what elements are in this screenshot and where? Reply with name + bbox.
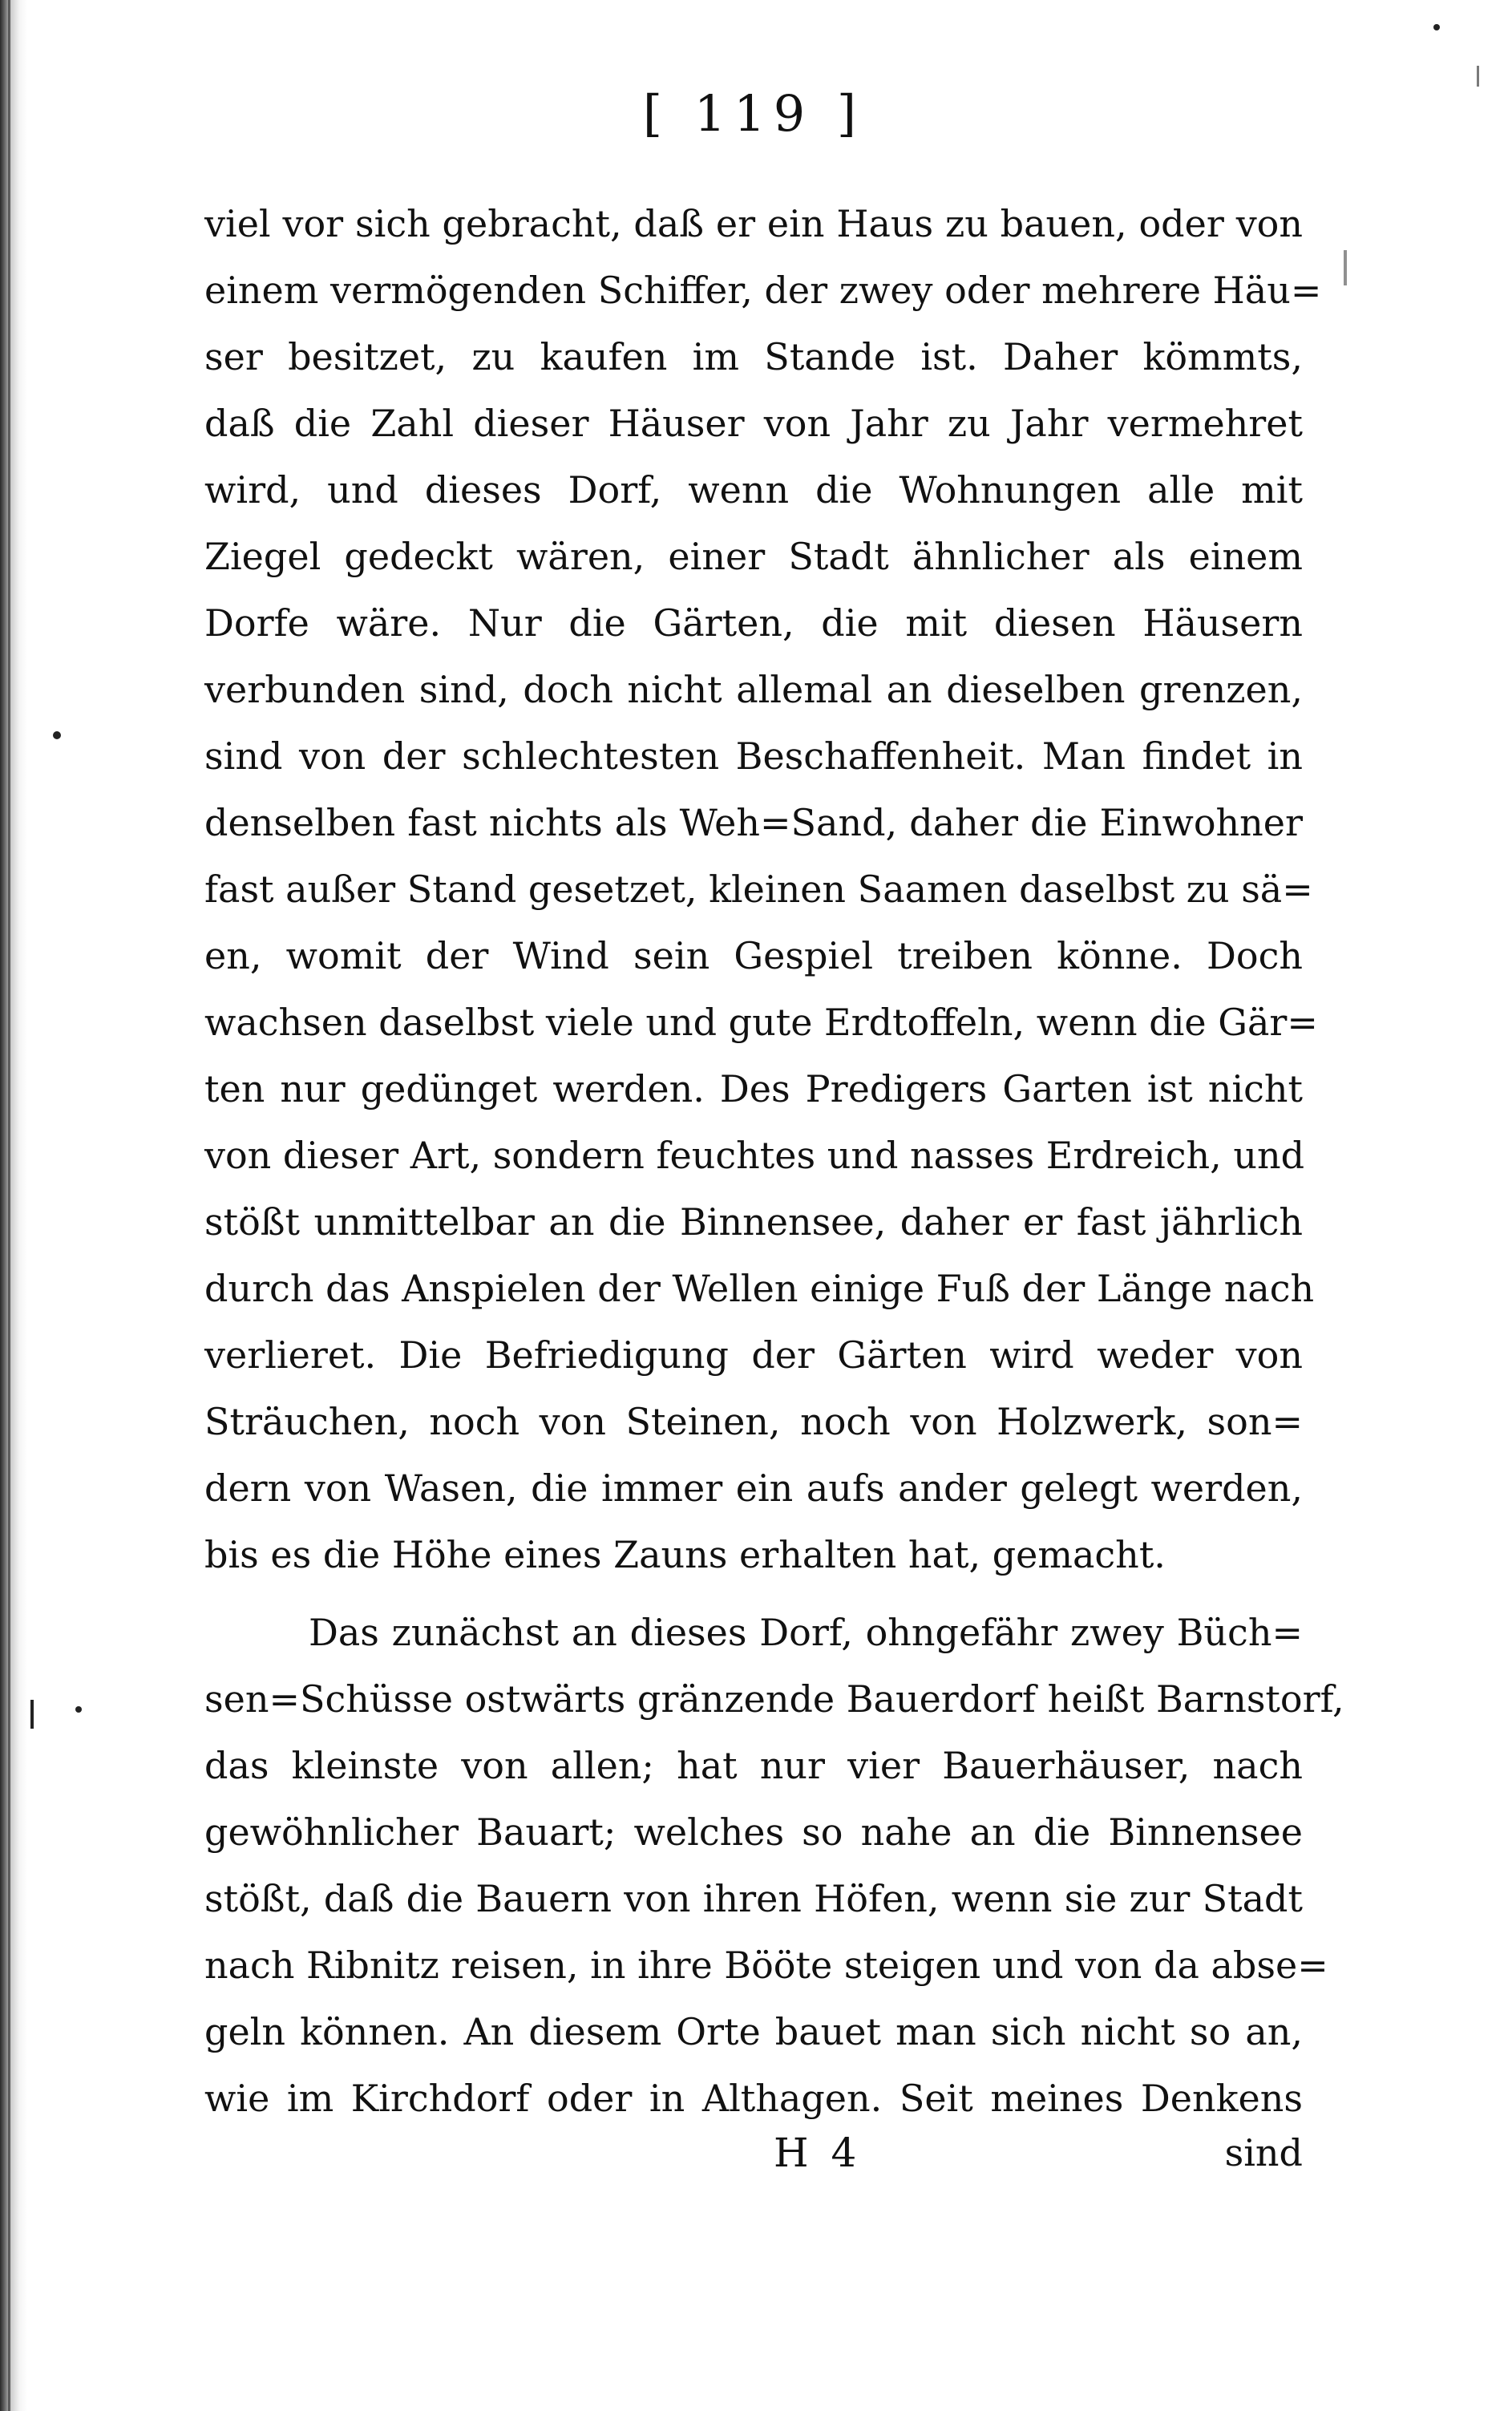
text-line: ten nur gedünget werden. Des Predigers Garten ist nicht bbox=[204, 1067, 1303, 1110]
text-line: dern von Wasen, die immer ein aufs ander gelegt werden, bbox=[204, 1466, 1303, 1510]
text-line: bis es die Höhe eines Zauns erhalten hat, gemacht. bbox=[204, 1533, 1166, 1576]
text-line: wie im Kirchdorf oder in Althagen. Seit meines Denkens bbox=[204, 2077, 1303, 2120]
text-line: Sträuchen, noch von Steinen, noch von Holzwerk, son= bbox=[204, 1400, 1303, 1443]
text-line: verbunden sind, doch nicht allemal an dieselben grenzen, bbox=[204, 668, 1303, 711]
paragraph-2 bbox=[204, 1600, 1344, 2132]
binding-shadow-line bbox=[8, 0, 10, 2411]
text-line: wachsen daselbst viele und gute Erdtoffeln, wenn die Gär= bbox=[204, 1001, 1318, 1044]
paragraph-1 bbox=[204, 191, 1322, 1588]
signature-mark: H 4 bbox=[774, 2130, 862, 2176]
margin-mark bbox=[53, 731, 61, 739]
binding-edge bbox=[0, 0, 27, 2411]
margin-mark bbox=[75, 1706, 82, 1713]
text-line: gewöhnlicher Bauart; welches so nahe an die Binnensee bbox=[204, 1810, 1303, 1854]
page-number: [ 119 ] bbox=[642, 84, 865, 143]
text-line: geln können. An diesem Orte bauet man sich nicht so an, bbox=[204, 2010, 1303, 2053]
text-line: sen=Schüsse ostwärts gränzende Bauerdorf heißt Barnstorf, bbox=[204, 1677, 1344, 1721]
text-line: daß die Zahl dieser Häuser von Jahr zu Jahr vermehret bbox=[204, 402, 1303, 445]
text-line: durch das Anspielen der Wellen einige Fuß der Länge nach bbox=[204, 1267, 1315, 1310]
text-line: denselben fast nichts als Weh=Sand, daher die Einwohner bbox=[204, 801, 1303, 844]
text-line: fast außer Stand gesetzet, kleinen Saamen daselbst zu sä= bbox=[204, 868, 1313, 911]
margin-mark bbox=[1433, 24, 1440, 30]
text-line: von dieser Art, sondern feuchtes und nasses Erdreich, und bbox=[204, 1134, 1305, 1177]
text-line: verlieret. Die Befriedigung der Gärten wird weder von bbox=[204, 1333, 1303, 1377]
text-line: wird, und dieses Dorf, wenn die Wohnungen alle mit bbox=[204, 468, 1303, 512]
text-line: nach Ribnitz reisen, in ihre Bööte steigen und von da abse= bbox=[204, 1944, 1328, 1987]
text-line: stößt unmittelbar an die Binnensee, daher er fast jährlich bbox=[204, 1200, 1303, 1244]
catchword: sind bbox=[1224, 2131, 1303, 2174]
margin-mark bbox=[30, 1700, 34, 1729]
text-line: einem vermögenden Schiffer, der zwey oder mehrere Häu= bbox=[204, 269, 1322, 312]
text-line: sind von der schlechtesten Beschaffenheit. Man findet in bbox=[204, 734, 1303, 778]
text-line: viel vor sich gebracht, daß er ein Haus zu bauen, oder von bbox=[204, 202, 1303, 245]
text-line: Das zunächst an dieses Dorf, ohngefähr zwey Büch= bbox=[309, 1611, 1303, 1654]
margin-mark bbox=[1477, 66, 1479, 87]
margin-mark bbox=[1344, 250, 1347, 285]
text-line: en, womit der Wind sein Gespiel treiben könne. Doch bbox=[204, 934, 1303, 977]
text-line: stößt, daß die Bauern von ihren Höfen, wenn sie zur Stadt bbox=[204, 1877, 1303, 1920]
text-line: ser besitzet, zu kaufen im Stande ist. Daher kömmts, bbox=[204, 335, 1303, 378]
text-line: Dorfe wäre. Nur die Gärten, die mit diesen Häusern bbox=[204, 601, 1303, 645]
page-footer bbox=[204, 2121, 1303, 2185]
text-line: das kleinste von allen; hat nur vier Bauerhäuser, nach bbox=[204, 1744, 1303, 1787]
text-line: Ziegel gedeckt wären, einer Stadt ähnlicher als einem bbox=[204, 535, 1303, 578]
